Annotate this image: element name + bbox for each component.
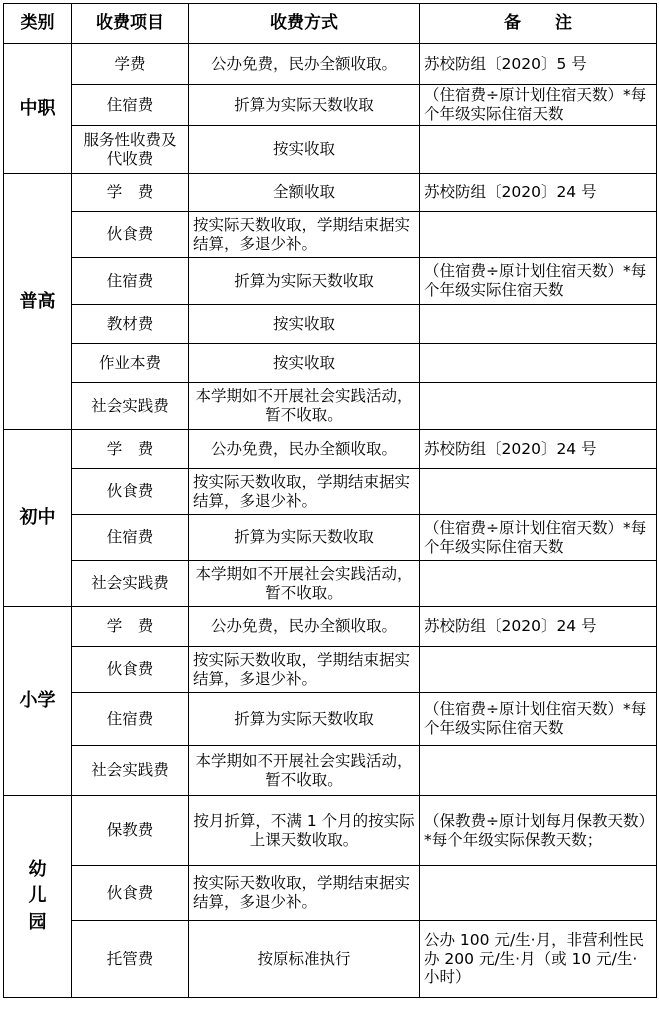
note-cell xyxy=(420,383,657,430)
item-cell: 托管费 xyxy=(72,921,189,998)
item-cell: 住宿费 xyxy=(72,693,189,746)
table-header xyxy=(4,4,657,44)
table-row xyxy=(4,212,657,258)
method-cell: 按实际天数收取，学期结束据实结算，多退少补。 xyxy=(189,469,420,515)
note-cell xyxy=(420,126,657,174)
table-row xyxy=(4,561,657,607)
header-method: 收费方式 xyxy=(189,4,420,44)
method-cell: 公办免费，民办全额收取。 xyxy=(189,607,420,647)
method-cell: 按实收取 xyxy=(189,126,420,174)
category-label: 初中 xyxy=(19,507,56,529)
table-row xyxy=(4,430,657,469)
note-cell xyxy=(420,344,657,383)
item-cell: 伙食费 xyxy=(72,469,189,515)
table-row xyxy=(4,693,657,746)
note-cell: （保教费÷原计划每月保教天数）*每个年级实际保教天数； xyxy=(420,796,657,866)
item-cell: 保教费 xyxy=(72,796,189,866)
method-cell: 按实际天数收取，学期结束据实结算，多退少补。 xyxy=(189,212,420,258)
table-row xyxy=(4,866,657,921)
table-row xyxy=(4,305,657,344)
table-row xyxy=(4,126,657,174)
item-cell: 学 费 xyxy=(72,607,189,647)
note-cell: （住宿费÷原计划住宿天数）*每个年级实际住宿天数 xyxy=(420,693,657,746)
note-cell xyxy=(420,746,657,796)
note-cell: 公办 100 元/生·月，非营利性民办 200 元/生·月（或 10 元/生·小时） xyxy=(420,921,657,998)
note-cell xyxy=(420,647,657,693)
item-cell: 学 费 xyxy=(72,174,189,212)
header-note: 备 注 xyxy=(420,4,657,44)
method-cell: 本学期如不开展社会实践活动，暂不收取。 xyxy=(189,561,420,607)
method-cell: 本学期如不开展社会实践活动，暂不收取。 xyxy=(189,746,420,796)
item-cell: 作业本费 xyxy=(72,344,189,383)
item-cell: 伙食费 xyxy=(72,212,189,258)
table-row xyxy=(4,258,657,305)
note-cell: 苏校防组〔2020〕24 号 xyxy=(420,607,657,647)
item-cell: 服务性收费及代收费 xyxy=(72,126,189,174)
method-cell: 折算为实际天数收取 xyxy=(189,258,420,305)
note-cell: 苏校防组〔2020〕5 号 xyxy=(420,44,657,85)
item-cell: 住宿费 xyxy=(72,258,189,305)
method-cell: 按实际天数收取，学期结束据实结算，多退少补。 xyxy=(189,866,420,921)
table-row xyxy=(4,44,657,85)
category-label: 小学 xyxy=(19,690,56,712)
item-cell: 社会实践费 xyxy=(72,561,189,607)
table-row xyxy=(4,174,657,212)
table-row xyxy=(4,515,657,561)
table-row xyxy=(4,469,657,515)
method-cell: 公办免费，民办全额收取。 xyxy=(189,44,420,85)
category-label: 中职 xyxy=(19,97,56,119)
note-cell xyxy=(420,561,657,607)
table-row xyxy=(4,85,657,126)
table-row xyxy=(4,607,657,647)
table-row xyxy=(4,746,657,796)
note-cell: 苏校防组〔2020〕24 号 xyxy=(420,174,657,212)
category-label: 幼儿园 xyxy=(28,859,47,933)
item-cell: 社会实践费 xyxy=(72,746,189,796)
table-row xyxy=(4,344,657,383)
note-cell xyxy=(420,469,657,515)
method-cell: 本学期如不开展社会实践活动，暂不收取。 xyxy=(189,383,420,430)
item-cell: 社会实践费 xyxy=(72,383,189,430)
item-cell: 伙食费 xyxy=(72,647,189,693)
item-cell: 住宿费 xyxy=(72,85,189,126)
item-cell: 学费 xyxy=(72,44,189,85)
method-cell: 折算为实际天数收取 xyxy=(189,85,420,126)
item-cell: 伙食费 xyxy=(72,866,189,921)
table-row xyxy=(4,647,657,693)
item-cell: 住宿费 xyxy=(72,515,189,561)
header-category: 类别 xyxy=(4,4,72,44)
category-cell xyxy=(4,607,72,796)
category-label: 普高 xyxy=(19,290,56,312)
category-cell xyxy=(4,174,72,430)
table-row xyxy=(4,921,657,998)
method-cell: 按原标准执行 xyxy=(189,921,420,998)
note-cell: 苏校防组〔2020〕24 号 xyxy=(420,430,657,469)
fee-table xyxy=(3,3,657,998)
note-cell xyxy=(420,305,657,344)
method-cell: 折算为实际天数收取 xyxy=(189,693,420,746)
note-cell: （住宿费÷原计划住宿天数）*每个年级实际住宿天数 xyxy=(420,85,657,126)
note-cell: （住宿费÷原计划住宿天数）*每个年级实际住宿天数 xyxy=(420,258,657,305)
method-cell: 公办免费，民办全额收取。 xyxy=(189,430,420,469)
method-cell: 按月折算，不满 1 个月的按实际上课天数收取。 xyxy=(189,796,420,866)
method-cell: 折算为实际天数收取 xyxy=(189,515,420,561)
category-cell xyxy=(4,796,72,998)
note-cell xyxy=(420,212,657,258)
table-row xyxy=(4,796,657,866)
note-cell: （住宿费÷原计划住宿天数）*每个年级实际住宿天数 xyxy=(420,515,657,561)
item-cell: 学 费 xyxy=(72,430,189,469)
method-cell: 全额收取 xyxy=(189,174,420,212)
table-row xyxy=(4,383,657,430)
header-item: 收费项目 xyxy=(72,4,189,44)
method-cell: 按实际天数收取，学期结束据实结算，多退少补。 xyxy=(189,647,420,693)
item-cell: 教材费 xyxy=(72,305,189,344)
method-cell: 按实收取 xyxy=(189,344,420,383)
note-cell xyxy=(420,866,657,921)
table-body xyxy=(4,44,657,998)
method-cell: 按实收取 xyxy=(189,305,420,344)
category-cell xyxy=(4,44,72,174)
category-cell xyxy=(4,430,72,607)
